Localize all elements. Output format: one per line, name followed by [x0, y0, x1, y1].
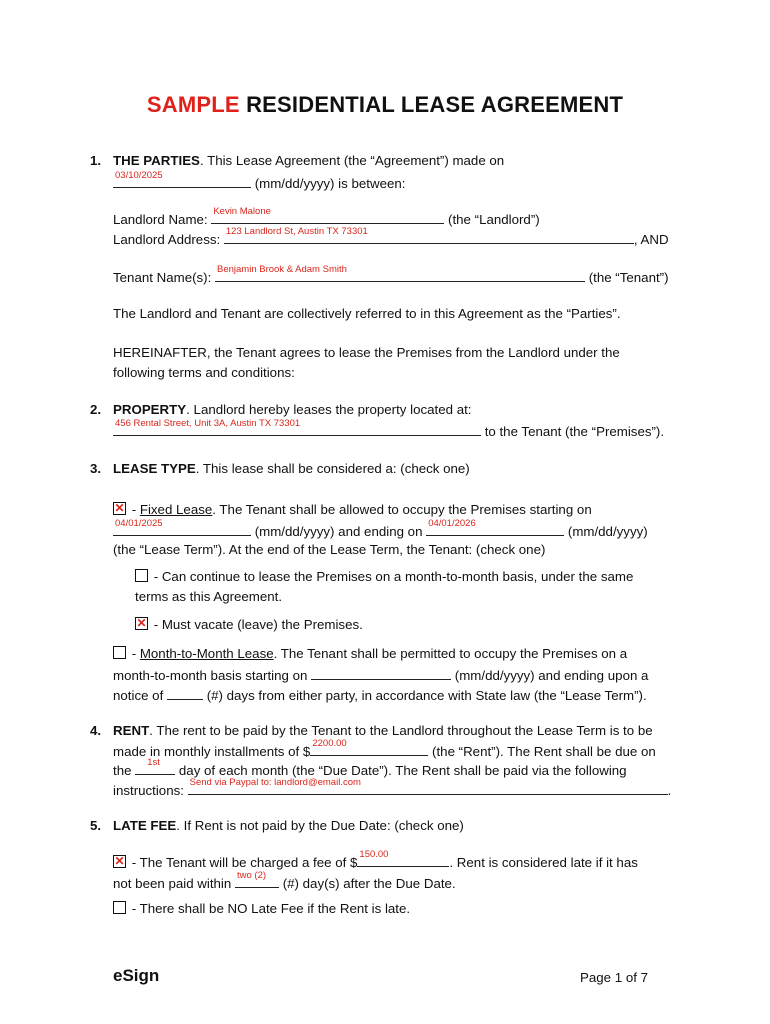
parties-paragraph: The Landlord and Tenant are collectively referred to in this Agreement as the “Parties”.: [113, 306, 621, 321]
page-number: Page 1 of 7: [580, 970, 649, 985]
section-4-text: . The rent to be paid by the Tenant to the Landlord throughout the Lease Term is to be: [149, 723, 653, 738]
month-to-month-line-2: [113, 666, 648, 684]
instructions-value: Send via Paypal to: landlord@email.com: [189, 777, 361, 788]
landlord-address-value: 123 Landlord St, Austin TX 73301: [225, 226, 368, 237]
late-fee-line: [113, 849, 638, 871]
lease-start-value: 04/01/2025: [115, 518, 163, 529]
section-5-number: 5.: [90, 818, 102, 833]
landlord-address-field[interactable]: [224, 226, 634, 244]
esign-logo: eSign: [113, 966, 160, 985]
agreement-date-line: [113, 170, 406, 192]
month-to-month-text: . The Tenant shall be permitted to occupy the Premises on a: [273, 646, 628, 661]
late-days-line: [113, 870, 456, 892]
lease-dates-line: [113, 518, 648, 540]
continue-option-line: [135, 569, 633, 585]
fixed-lease-line: ✕ - Fixed Lease. The Tenant shall be allowed to occupy the Premises starting on: [114, 501, 592, 517]
property-address-suffix: to the Tenant (the “Premises”).: [484, 424, 665, 439]
section-1-intro: [113, 153, 504, 169]
landlord-address-suffix: , AND: [633, 232, 669, 247]
x-mark-icon: ✕: [136, 616, 147, 630]
rent-amount-label: made in monthly installments of $: [113, 744, 311, 759]
due-day-value: 1st: [147, 757, 160, 768]
mtm-start-suffix: (mm/dd/yyyy) and ending upon a: [454, 668, 649, 683]
section-5-heading: LATE FEE: [113, 818, 177, 833]
landlord-address-line: [113, 226, 669, 248]
month-to-month-checkbox[interactable]: [113, 646, 126, 659]
section-2-number: 2.: [90, 402, 102, 417]
notice-days-field[interactable]: [167, 686, 203, 700]
lease-term-text: (the “Lease Term”). At the end of the Lease Term, the Tenant: (check one): [113, 542, 546, 557]
lease-dates-suffix: (mm/dd/yyyy): [567, 524, 648, 539]
mtm-start-label: month-to-month basis starting on: [113, 668, 308, 683]
landlord-name-value: Kevin Malone: [213, 206, 271, 217]
tenant-name-suffix: (the “Tenant”): [588, 270, 669, 285]
agreement-date-suffix: (mm/dd/yyyy) is between:: [254, 176, 406, 191]
continue-option-text: - Can continue to lease the Premises on a month-to-month basis, under the same: [150, 569, 634, 584]
section-1-heading: THE PARTIES: [113, 153, 200, 168]
notice-label: notice of: [113, 688, 164, 703]
vacate-option-text: - Must vacate (leave) the Premises.: [150, 617, 363, 632]
late-days-value: two (2): [237, 870, 267, 881]
payment-instructions-line: [113, 777, 672, 799]
hereinafter-line-2: following terms and conditions:: [113, 365, 295, 380]
due-day-field[interactable]: [135, 757, 175, 775]
agreement-date-field[interactable]: [113, 170, 251, 188]
late-days-field[interactable]: [235, 870, 279, 888]
late-fee-text: - The Tenant will be charged a fee of $: [128, 855, 358, 870]
landlord-name-label: Landlord Name:: [113, 212, 208, 227]
late-fee-checkbox[interactable]: [113, 855, 126, 868]
late-days-label: not been paid within: [113, 876, 232, 891]
fixed-lease-checkbox[interactable]: [113, 502, 126, 515]
instructions-field[interactable]: [188, 777, 668, 795]
hereinafter-line-1: HEREINAFTER, the Tenant agrees to lease the Premises from the Landlord under the: [113, 345, 620, 360]
late-fee-value: 150.00: [359, 849, 389, 860]
section-4-intro: [113, 723, 653, 739]
property-address-value: 456 Rental Street, Unit 3A, Austin TX 73301: [115, 418, 301, 429]
section-2-text: . Landlord hereby leases the property located at:: [186, 402, 472, 417]
landlord-address-label: Landlord Address:: [113, 232, 221, 247]
mtm-start-field[interactable]: [311, 666, 451, 680]
rent-amount-suffix: (the “Rent”). The Rent shall be due on: [432, 744, 656, 759]
lease-end-field[interactable]: [426, 518, 564, 536]
landlord-name-suffix: (the “Landlord”): [448, 212, 540, 227]
no-late-fee-checkbox[interactable]: [113, 901, 126, 914]
fixed-lease-label: Fixed Lease: [139, 502, 213, 517]
section-2-heading: PROPERTY: [113, 402, 187, 417]
agreement-date-value: 03/10/2025: [115, 170, 163, 181]
tenant-name-label: Tenant Name(s):: [113, 270, 212, 285]
title-sample: SAMPLE: [146, 92, 240, 117]
late-fee-suffix: . Rent is considered late if it has: [449, 855, 638, 870]
title-rest: RESIDENTIAL LEASE AGREEMENT: [246, 92, 624, 117]
section-1-number: 1.: [90, 153, 102, 168]
lease-start-field[interactable]: [113, 518, 251, 536]
landlord-name-field[interactable]: [211, 206, 444, 224]
section-3-intro: [113, 461, 470, 477]
notice-suffix: (#) days from either party, in accordance with State law (the “Lease Term”).: [206, 688, 647, 703]
section-4-number: 4.: [90, 723, 102, 738]
property-address-line: [113, 418, 665, 440]
no-late-fee-text: - There shall be NO Late Fee if the Rent is late.: [128, 901, 411, 916]
continue-checkbox[interactable]: [135, 569, 148, 582]
rent-amount-field[interactable]: [310, 738, 428, 756]
x-mark-icon: ✕: [114, 854, 125, 868]
instructions-label: instructions:: [113, 783, 184, 798]
tenant-name-value: Benjamin Brook & Adam Smith: [217, 264, 347, 275]
rent-amount-value: 2200.00: [312, 738, 347, 749]
instructions-suffix: .: [667, 783, 672, 798]
month-to-month-label: Month-to-Month Lease: [139, 646, 274, 661]
section-3-heading: LEASE TYPE: [113, 461, 196, 476]
property-address-field[interactable]: [113, 418, 481, 436]
no-late-fee-line: [113, 901, 410, 917]
section-5-intro: [113, 818, 464, 834]
lease-end-value: 04/01/2026: [428, 518, 476, 529]
vacate-option-line: [135, 617, 363, 633]
late-days-suffix: (#) day(s) after the Due Date.: [282, 876, 456, 891]
month-to-month-line-3: [113, 686, 647, 704]
vacate-checkbox[interactable]: [135, 617, 148, 630]
section-3-text: . This lease shall be considered a: (check one): [195, 461, 470, 476]
lease-dates-mid: (mm/dd/yyyy) and ending on: [254, 524, 423, 539]
late-fee-field[interactable]: [357, 849, 449, 867]
tenant-name-line: [113, 264, 669, 286]
due-day-suffix: day of each month (the “Due Date”). The Rent shall be paid via the following: [178, 763, 627, 778]
section-3-number: 3.: [90, 461, 102, 476]
continue-option-line-2: terms as this Agreement.: [135, 589, 283, 604]
x-mark-icon: ✕: [114, 501, 125, 515]
document-title: [0, 92, 770, 118]
section-1-text: . This Lease Agreement (the “Agreement”) made on: [199, 153, 505, 168]
month-to-month-line: - Month-to-Month Lease. The Tenant shall be permitted to occupy the Premises on a: [113, 646, 627, 662]
rent-amount-line: [113, 738, 656, 760]
section-4-heading: RENT: [113, 723, 150, 738]
fixed-lease-text: . The Tenant shall be allowed to occupy the Premises starting on: [212, 502, 592, 517]
due-day-label: the: [113, 763, 132, 778]
tenant-name-field[interactable]: [215, 264, 585, 282]
section-5-text: . If Rent is not paid by the Due Date: (check one): [176, 818, 464, 833]
